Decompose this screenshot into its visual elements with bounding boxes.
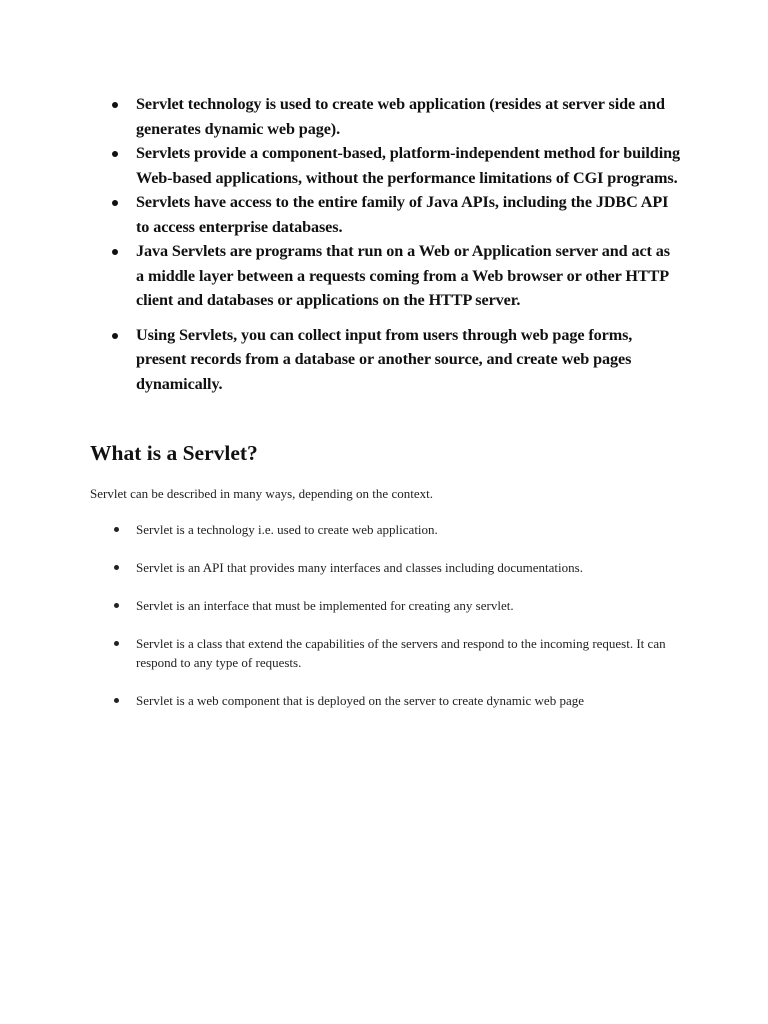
bullet-icon xyxy=(112,200,118,206)
list-item xyxy=(100,691,680,710)
list-item xyxy=(100,190,680,239)
list-item xyxy=(100,520,680,539)
list-item xyxy=(100,596,680,615)
list-item-text: Servlet is a web component that is deployed on the server to create dynamic web page xyxy=(136,693,584,708)
list-item xyxy=(100,141,680,190)
servlet-definition-list xyxy=(100,520,680,729)
list-item-text: Servlets have access to the entire family of Java APIs, including the JDBC API to access enterprise databases. xyxy=(136,193,669,236)
list-item-text: Servlet is an API that provides many interfaces and classes including documentations. xyxy=(136,560,583,575)
list-item xyxy=(100,323,680,397)
list-item-lead: Servlet xyxy=(136,95,184,113)
bullet-icon xyxy=(114,641,119,646)
bullet-icon xyxy=(112,249,118,255)
list-item-text: Servlet is a class that extend the capabilities of the servers and respond to the incoming request. It can respond to any type of requests. xyxy=(136,636,666,670)
intro-paragraph: Servlet can be described in many ways, depending on the context. xyxy=(90,486,433,501)
list-item-text: Servlet is a technology i.e. used to create web application. xyxy=(136,522,438,537)
list-item-text: technology is used to create web application (resides at server side and generates dynamic web page). xyxy=(136,95,665,138)
section-heading: What is a Servlet? xyxy=(90,441,258,465)
bullet-icon xyxy=(114,527,119,532)
list-item xyxy=(100,634,680,672)
list-item xyxy=(100,92,680,141)
list-item-text: Servlet is an interface that must be implemented for creating any servlet. xyxy=(136,598,514,613)
bullet-icon xyxy=(112,333,118,339)
servlet-overview-list xyxy=(100,92,680,396)
list-item-text: Using Servlets, you can collect input from users through web page forms, present records from a database or another source, and create web pages dynamically. xyxy=(136,325,633,393)
list-item xyxy=(100,239,680,313)
bullet-icon xyxy=(114,565,119,570)
bullet-icon xyxy=(112,102,118,108)
list-item-text: Java Servlets are programs that run on a Web or Application server and act as a middle layer between a requests coming from a Web browser or other HTTP client and databases or applications on the HTTP server. xyxy=(136,242,670,309)
list-item-text: Servlets provide a component-based, platform-independent method for building Web-based applications, without the performance limitations of CGI programs. xyxy=(136,144,681,187)
bullet-icon xyxy=(114,603,119,608)
bullet-icon xyxy=(114,698,119,703)
bullet-icon xyxy=(112,151,118,157)
list-item xyxy=(100,558,680,577)
